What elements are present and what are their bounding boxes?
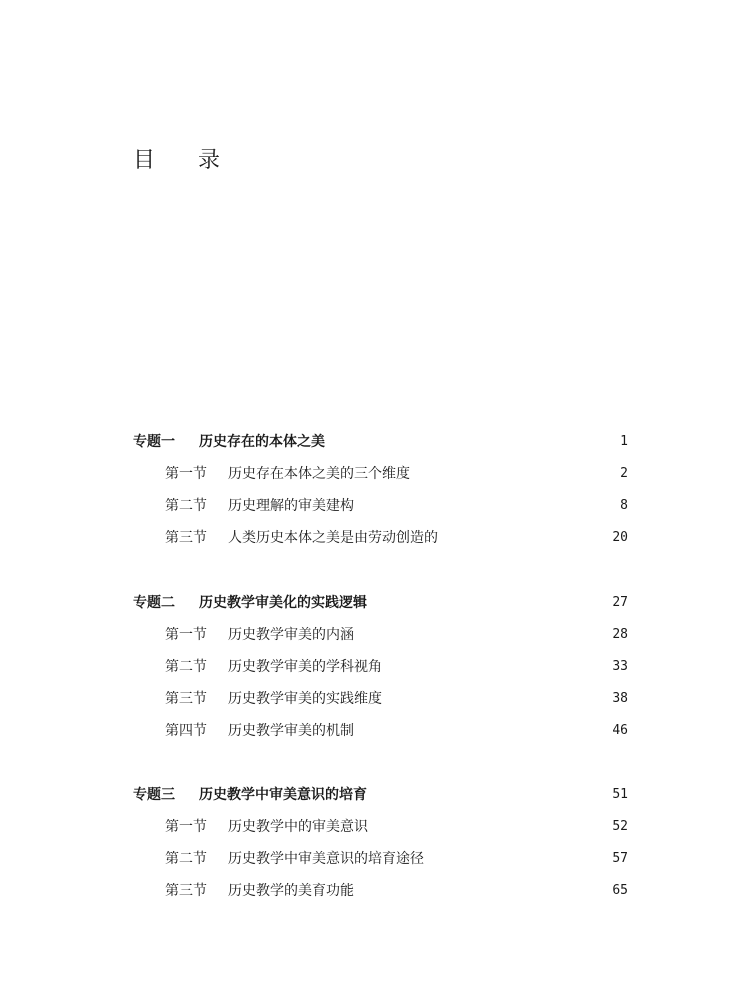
page-number: 28 — [612, 627, 628, 642]
dot-leader — [446, 528, 606, 548]
toc-section-1-2[interactable] — [165, 496, 628, 516]
section-title: 历史教学审美的机制 — [228, 723, 354, 739]
toc-section-3-2[interactable] — [165, 849, 628, 869]
page-number: 38 — [612, 691, 628, 706]
section-title: 历史理解的审美建构 — [228, 498, 354, 514]
page-number: 27 — [612, 595, 628, 610]
dot-leader — [333, 432, 606, 452]
toc-section-1-3[interactable] — [165, 528, 628, 548]
section-title: 历史存在本体之美的三个维度 — [228, 466, 410, 482]
section-label: 第四节 — [165, 723, 207, 739]
dot-leader — [375, 593, 606, 613]
dot-leader — [390, 657, 606, 677]
dot-leader — [362, 625, 606, 645]
toc-section-3-3[interactable] — [165, 881, 628, 901]
toc-section-3-1[interactable] — [165, 817, 628, 837]
page-title: 目 录 — [133, 148, 238, 173]
chapter-title: 历史存在的本体之美 — [199, 434, 325, 450]
section-title: 人类历史本体之美是由劳动创造的 — [228, 530, 438, 546]
dot-leader — [362, 496, 606, 516]
page-number: 46 — [612, 723, 628, 738]
section-title: 历史教学中审美意识的培育途径 — [228, 851, 424, 867]
dot-leader — [362, 881, 606, 901]
page-number: 57 — [612, 851, 628, 866]
page-number: 65 — [612, 883, 628, 898]
section-title: 历史教学审美的内涵 — [228, 627, 354, 643]
chapter-title: 历史教学审美化的实践逻辑 — [199, 595, 367, 611]
toc-section-2-4[interactable] — [165, 721, 628, 741]
page-number: 20 — [612, 530, 628, 545]
toc-section-2-2[interactable] — [165, 657, 628, 677]
dot-leader — [432, 849, 606, 869]
dot-leader — [390, 689, 606, 709]
section-title: 历史教学审美的实践维度 — [228, 691, 382, 707]
dot-leader — [376, 817, 606, 837]
section-label: 第一节 — [165, 466, 207, 482]
chapter-label: 专题三 — [133, 787, 175, 803]
section-label: 第一节 — [165, 627, 207, 643]
dot-leader — [362, 721, 606, 741]
toc-chapter-2[interactable] — [133, 593, 628, 613]
toc-chapter-3[interactable] — [133, 785, 628, 805]
toc-section-2-3[interactable] — [165, 689, 628, 709]
chapter-label: 专题二 — [133, 595, 175, 611]
section-label: 第一节 — [165, 819, 207, 835]
section-label: 第三节 — [165, 530, 207, 546]
chapter-label: 专题一 — [133, 434, 175, 450]
dot-leader — [375, 785, 606, 805]
section-label: 第三节 — [165, 883, 207, 899]
chapter-title: 历史教学中审美意识的培育 — [199, 787, 367, 803]
section-label: 第二节 — [165, 851, 207, 867]
page-number: 1 — [620, 434, 628, 449]
section-label: 第三节 — [165, 691, 207, 707]
section-label: 第二节 — [165, 659, 207, 675]
toc-section-2-1[interactable] — [165, 625, 628, 645]
section-title: 历史教学的美育功能 — [228, 883, 354, 899]
page-number: 33 — [612, 659, 628, 674]
section-title: 历史教学中的审美意识 — [228, 819, 368, 835]
section-label: 第二节 — [165, 498, 207, 514]
page-number: 51 — [612, 787, 628, 802]
section-title: 历史教学审美的学科视角 — [228, 659, 382, 675]
page-number: 8 — [620, 498, 628, 513]
page-number: 52 — [612, 819, 628, 834]
toc-chapter-1[interactable] — [133, 432, 628, 452]
toc-section-1-1[interactable] — [165, 464, 628, 484]
dot-leader — [418, 464, 606, 484]
page-number: 2 — [620, 466, 628, 481]
